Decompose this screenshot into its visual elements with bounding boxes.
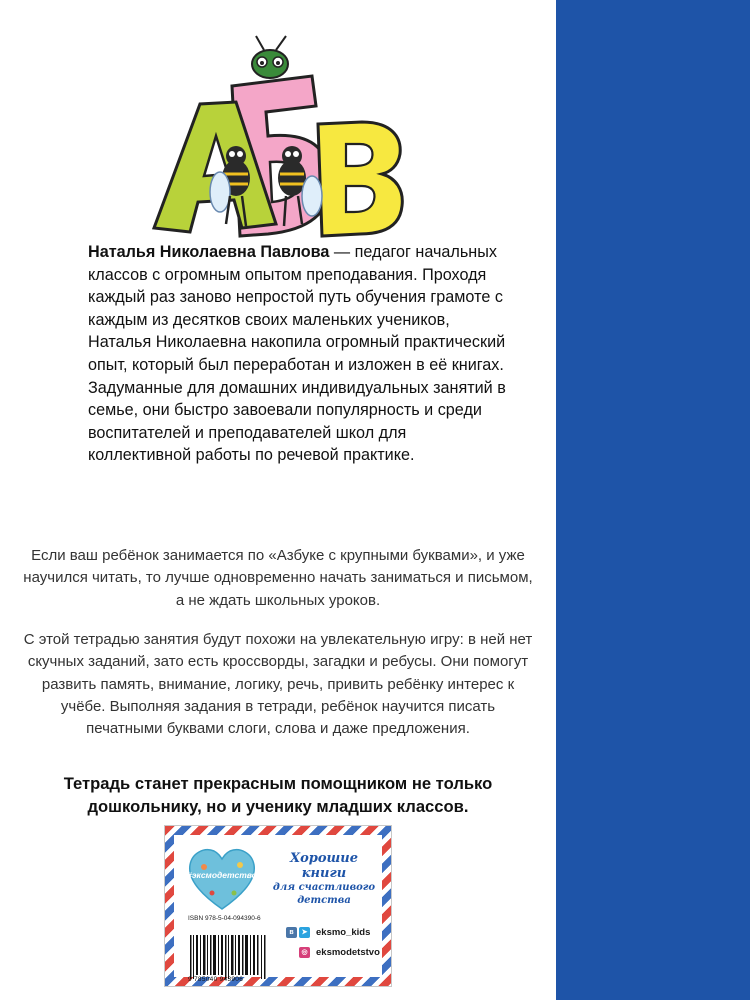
social-links [286, 927, 386, 965]
isbn-text: ISBN 978-5-04-094390-6 [188, 915, 261, 922]
publisher-label [164, 825, 392, 987]
slogan-line-1: Хорошие [290, 851, 358, 866]
description-paragraph-1: Если ваш ребёнок занимается по «Азбуке с крупными буквами», и уже научился читать, то лучше одновременно начать заниматься и письмом, а не ждать школьных уроков. [23, 547, 533, 609]
tagline: Тетрадь станет прекрасным помощником не только дошкольнику, но и ученику младших классов. [63, 774, 493, 816]
abv-letters-illustration [140, 28, 410, 258]
blue-spine-band [556, 0, 750, 1000]
telegram-icon: ➤ [299, 927, 310, 938]
slogan-line-4: детства [297, 895, 351, 906]
author-bio [88, 241, 508, 467]
social-handle-eksmo-kids: eksmo_kids [316, 927, 371, 938]
vk-icon: в [286, 927, 297, 938]
letter-v-yellow [318, 122, 402, 236]
publisher-label-inner [174, 835, 382, 983]
barcode-digits: 9 785040 943906 [188, 976, 244, 983]
author-bio-text: — педагог начальных классов с огромным опытом преподавания. Проходя каждый раз заново непростой путь обучения грамоте с каждым из десятков своих маленьких учеников, Наталья Николаевна накопила огромный практический опыт, который был переработан и изложен в её книгах. Задуманные для домашних индивидуальных занятий в семье, они быстро завоевали популярность и среди воспитателей и преподавателей школ для коллективной работы по речевой практике. [88, 243, 506, 465]
description-paragraph-2: С этой тетрадью занятия будут похожи на увлекательную игру: в ней нет скучных заданий, зато есть кроссворды, загадки и ребусы. Они помогут развить память, внимание, логику, речь, привить ребёнку интерес к учёбе. Выполняя задания в тетради, ребёнок научится писать печатными буквами слоги, слова и даже предложения. [23, 631, 533, 738]
heart-caption: #эксмодетство [187, 870, 257, 880]
slogan-line-2: книги [301, 866, 347, 881]
slogan-line-3: для счастливого [272, 882, 376, 893]
publisher-slogan [264, 851, 384, 907]
barcode-icon [188, 932, 270, 982]
author-name: Наталья Николаевна Павлова [88, 243, 330, 261]
social-handle-eksmodetstvo: eksmodetstvo [316, 947, 380, 958]
green-beetle-icon [252, 36, 288, 78]
instagram-icon: ◎ [299, 947, 310, 958]
